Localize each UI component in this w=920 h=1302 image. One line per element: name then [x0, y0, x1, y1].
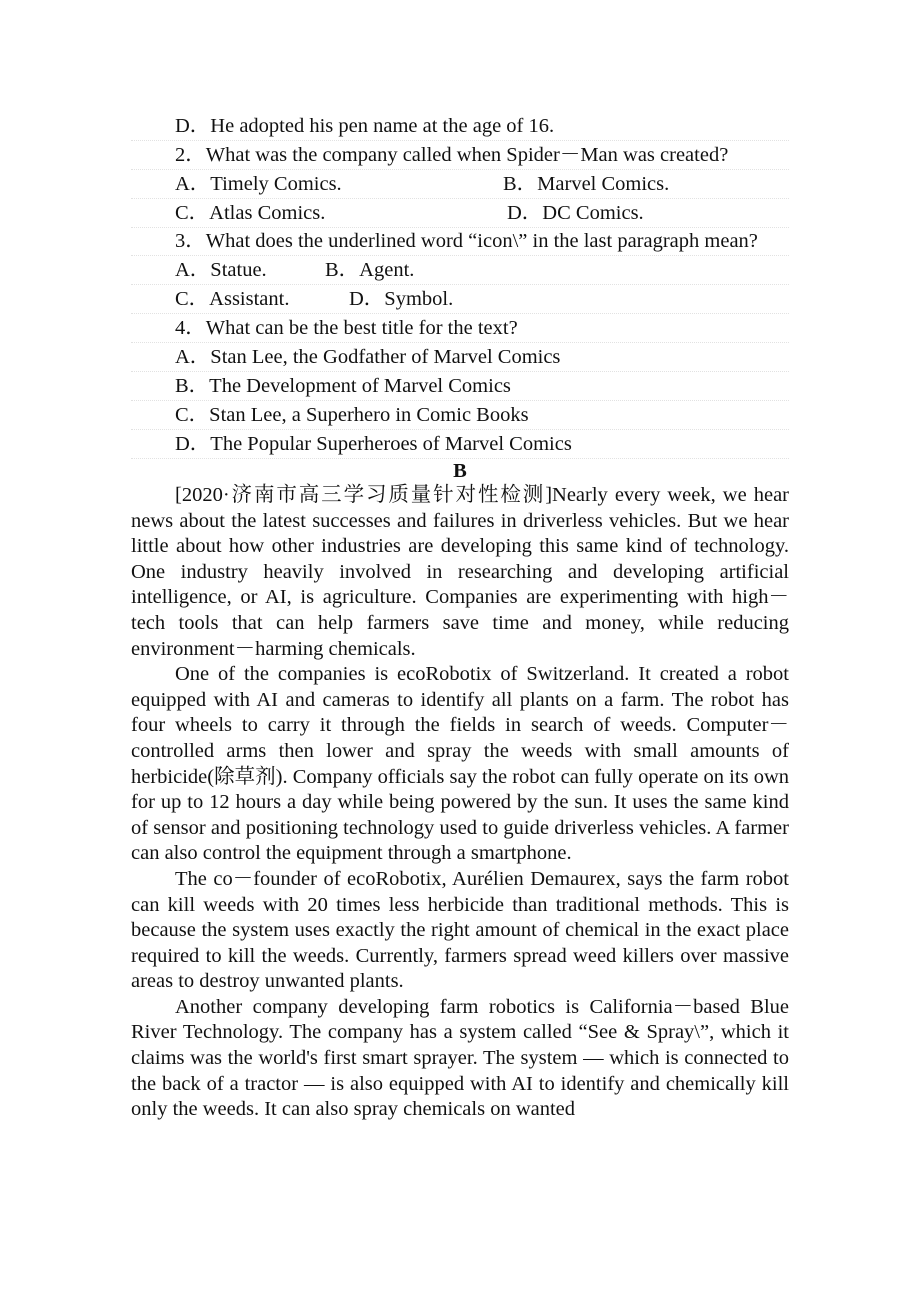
q3-options-row-2 [131, 285, 789, 314]
q3-option-b: B．Agent. [325, 259, 415, 281]
q3-option-d: D．Symbol. [349, 288, 454, 310]
q4-stem: 4．What can be the best title for the text? [131, 314, 789, 343]
passage-paragraph-1: [2020·济南市高三学习质量针对性检测]Nearly every week, we hear news about the latest successes and failures in driverless vehicles. But we hear little about how other industries are developing this same kind of technology. One industry heavily involved in researching and developing artificial intelligence, or AI, is agriculture. Companies are experimenting with high－tech tools that can help farmers save time and money, while reducing environment－harming chemicals. [131, 484, 789, 660]
passage-paragraph-4: Another company developing farm robotics is California－based Blue River Technology. The company has a system called “See & Spray\”, which it claims was the world's first smart sprayer. The system — which is connected to the back of a tractor — is also equipped with AI to identify and chemically kill only the weeds. It can also spray chemicals on wanted [131, 995, 789, 1121]
q2-option-b: B．Marvel Comics. [503, 173, 670, 195]
q2-options-row-1 [131, 170, 789, 199]
document-page [131, 112, 789, 1123]
q2-options-row-2 [131, 199, 789, 228]
passage-paragraph-2: One of the companies is ecoRobotix of Switzerland. It created a robot equipped with AI and cameras to identify all plants on a farm. The robot has four wheels to carry it through the fields in search of weeds. Computer－controlled arms then lower and spray the weeds with small amounts of herbicide(除草剂). Company officials say the robot can fully operate on its own for up to 12 hours a day while being powered by the sun. It uses the same kind of sensor and positioning technology used to guide driverless vehicles. A farmer can also control the equipment through a smartphone. [131, 663, 789, 865]
q2-option-d: D．DC Comics. [507, 202, 644, 224]
section-b-heading: B [453, 460, 467, 482]
q3-options-row-1 [131, 256, 789, 285]
q1-option-d: D．He adopted his pen name at the age of 16. [131, 112, 789, 141]
q2-stem: 2．What was the company called when Spider－Man was created? [131, 141, 789, 170]
q2-option-c: C．Atlas Comics. [175, 202, 326, 224]
q3-option-c: C．Assistant. [175, 288, 290, 310]
q4-option-d: D．The Popular Superheroes of Marvel Comics [131, 430, 789, 459]
section-b-passage [131, 483, 789, 1123]
q3-stem: 3．What does the underlined word “icon\” in the last paragraph mean? [131, 228, 789, 256]
q4-option-a: A．Stan Lee, the Godfather of Marvel Comics [131, 343, 789, 372]
q4-option-c: C．Stan Lee, a Superhero in Comic Books [131, 401, 789, 430]
q4-option-b: B．The Development of Marvel Comics [131, 372, 789, 401]
passage-paragraph-3: The co－founder of ecoRobotix, Aurélien Demaurex, says the farm robot can kill weeds with 20 times less herbicide than traditional methods. This is because the system uses exactly the right amount of chemical in the exact place required to kill the weeds. Currently, farmers spread weed killers over massive areas to destroy unwanted plants. [131, 867, 789, 993]
q3-option-a: A．Statue. [175, 259, 267, 281]
q2-option-a: A．Timely Comics. [175, 173, 342, 195]
